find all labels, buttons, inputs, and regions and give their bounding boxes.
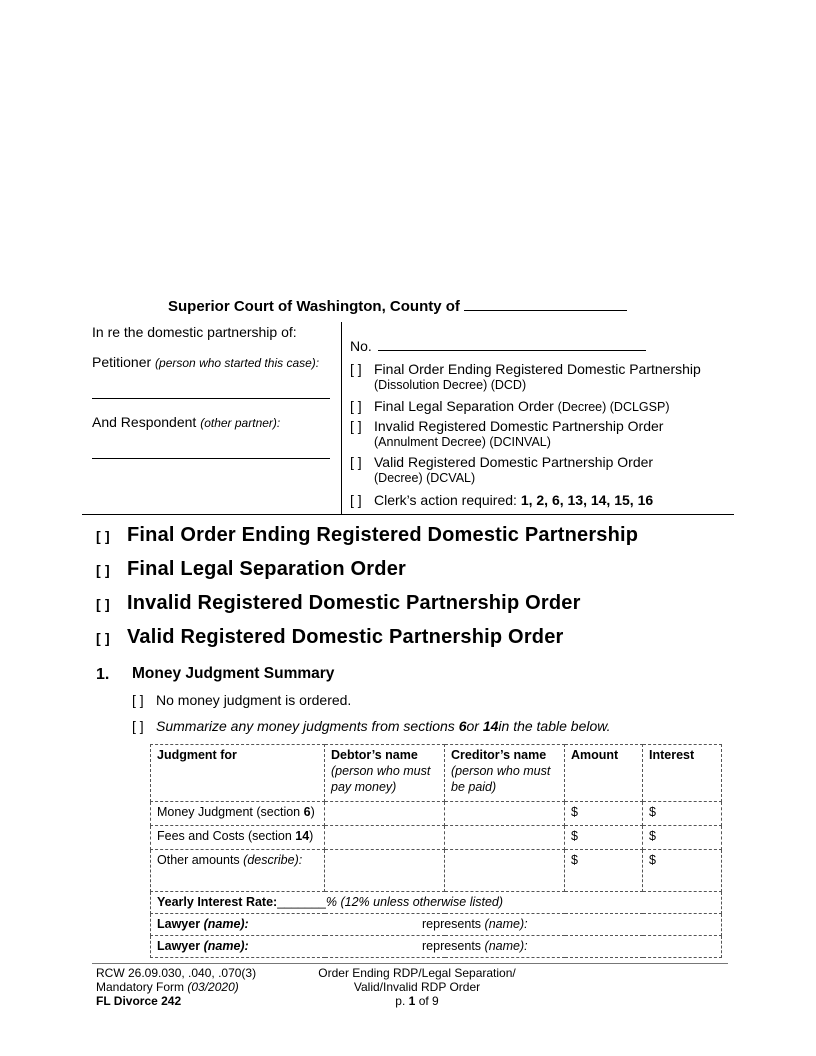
footer-page-post: of 9: [418, 994, 439, 1008]
option-invalid-label: Invalid Registered Domestic Partnership Order: [374, 418, 664, 434]
interest-rate-cell: [151, 892, 722, 914]
option-dissolution-label: Final Order Ending Registered Domestic Partnership: [374, 361, 701, 377]
section-ref-14: 14: [482, 718, 499, 734]
checkbox-valid[interactable]: [ ]: [350, 454, 362, 470]
footer-mandatory: [96, 980, 256, 994]
petitioner-hint: (person who started this case):: [155, 356, 320, 370]
header-judgment-for: Judgment for: [151, 745, 325, 802]
checkbox-invalid[interactable]: [ ]: [350, 418, 362, 434]
option-dissolution-sub: (Dissolution Decree) (DCD): [374, 378, 527, 392]
footer-title-1: Order Ending RDP/Legal Separation/: [318, 966, 516, 980]
summarize-text: Summarize any money judgments from sections: [156, 718, 455, 734]
table-row: [151, 802, 722, 826]
footer-center: [300, 966, 534, 1008]
table-row: [151, 850, 722, 892]
lawyer-label: Lawyer: [157, 939, 201, 953]
respondent-hint: (other partner):: [200, 416, 281, 430]
judgment-table: [150, 744, 722, 958]
footer-page-pre: p.: [395, 994, 406, 1008]
option-invalid-sub: (Annulment Decree) (DCINVAL): [374, 435, 551, 449]
row-fees-costs-label: [151, 826, 325, 850]
case-number-field[interactable]: [378, 336, 646, 351]
caption-option-legal-separation: [350, 398, 670, 414]
respondent-label: [92, 414, 280, 430]
heading-final-order: [96, 524, 638, 547]
or-text: or: [466, 718, 479, 734]
row-label-end: ): [310, 805, 315, 819]
clerk-numbers: 1, 2, 6, 13, 14, 15, 16: [520, 492, 654, 508]
row-creditor-cell[interactable]: [445, 850, 565, 892]
row-section-num: 6: [303, 805, 311, 819]
row-label-text: Other amounts: [157, 853, 244, 867]
row-label-text: Fees and Costs (section: [157, 829, 296, 843]
heading-text-2: Final Legal Separation Order: [127, 558, 406, 580]
lawyer-name-hint: (name):: [203, 917, 249, 931]
interest-rate-row: [151, 892, 722, 914]
table-header-row: [151, 745, 722, 802]
lawyer-name-group: [157, 916, 422, 932]
footer-left: [96, 966, 256, 1008]
heading-checkbox-2[interactable]: [ ]: [96, 562, 110, 578]
row-interest-cell[interactable]: $: [643, 802, 722, 826]
row-interest-cell[interactable]: $: [643, 826, 722, 850]
case-number: [350, 336, 646, 354]
option-valid-sub: (Decree) (DCVAL): [374, 471, 476, 485]
option-no-judgment: [132, 692, 351, 708]
lawyer-name-group: [157, 938, 422, 954]
footer-date: (03/2020): [187, 980, 239, 994]
lawyer-cell: [151, 936, 722, 958]
heading-checkbox-1[interactable]: [ ]: [96, 528, 110, 544]
header-creditor-hint: (person who must be paid): [451, 764, 551, 794]
option-legal-separation-sub: (Decree) (DCLGSP): [557, 400, 670, 414]
petitioner-text: Petitioner: [92, 354, 152, 370]
row-debtor-cell[interactable]: [325, 826, 445, 850]
footer-form-id: FL Divorce 242: [96, 994, 182, 1008]
checkbox-legal-separation[interactable]: [ ]: [350, 398, 362, 414]
header-debtor: [325, 745, 445, 802]
caption-bottom-rule: [82, 514, 734, 515]
header-creditor: [445, 745, 565, 802]
caption-option-valid: [350, 454, 653, 485]
represents-label: represents: [422, 939, 482, 953]
header-amount: Amount: [565, 745, 643, 802]
heading-legal-separation: [96, 558, 406, 581]
represents-name-hint: (name):: [484, 939, 528, 953]
header-interest: Interest: [643, 745, 722, 802]
heading-text-4: Valid Registered Domestic Partnership Order: [127, 626, 564, 648]
heading-text-1: Final Order Ending Registered Domestic Partnership: [127, 524, 639, 546]
lawyer-label: Lawyer: [157, 917, 201, 931]
row-label-hint: (describe):: [243, 853, 303, 867]
footer-rcw: RCW 26.09.030, .040, .070(3): [96, 966, 257, 980]
lawyer-row: [151, 914, 722, 936]
section-ref-6: 6: [458, 718, 467, 734]
caption-option-dissolution: [350, 361, 701, 392]
clerk-label: Clerk’s action required:: [374, 492, 517, 508]
row-creditor-cell[interactable]: [445, 826, 565, 850]
row-amount-cell[interactable]: $: [565, 826, 643, 850]
row-interest-cell[interactable]: $: [643, 850, 722, 892]
lawyer-row: [151, 936, 722, 958]
case-number-label: No.: [350, 338, 372, 354]
checkbox-no-judgment[interactable]: [ ]: [132, 692, 144, 708]
respondent-name-field[interactable]: [92, 458, 330, 459]
footer-page-num: 1: [408, 994, 416, 1008]
row-creditor-cell[interactable]: [445, 802, 565, 826]
represents-name-hint: (name):: [484, 917, 528, 931]
heading-checkbox-3[interactable]: [ ]: [96, 596, 110, 612]
row-debtor-cell[interactable]: [325, 802, 445, 826]
footer-rule: [92, 963, 728, 964]
row-section-num: 14: [295, 829, 310, 843]
heading-checkbox-4[interactable]: [ ]: [96, 630, 110, 646]
respondent-text: And Respondent: [92, 414, 197, 430]
caption-divider: [341, 322, 342, 514]
option-no-judgment-label: No money judgment is ordered.: [156, 692, 352, 708]
footer-page: [300, 994, 534, 1008]
table-row: [151, 826, 722, 850]
court-title: Superior Court of Washington, County of: [168, 298, 460, 315]
option-summarize: [132, 718, 611, 734]
header-creditor-label: Creditor’s name: [451, 748, 547, 762]
footer-mandatory-text: Mandatory Form: [96, 980, 185, 994]
represents-label: represents: [422, 917, 482, 931]
footer-title-2: Valid/Invalid RDP Order: [353, 980, 481, 994]
summarize-text-end: in the table below.: [498, 718, 611, 734]
interest-rate-hint: % (12% unless otherwise listed): [325, 895, 504, 909]
heading-text-3: Invalid Registered Domestic Partnership Order: [127, 592, 581, 614]
row-debtor-cell[interactable]: [325, 850, 445, 892]
petitioner-label: [92, 354, 319, 370]
caption-option-invalid: [350, 418, 663, 449]
row-label-end: ): [309, 829, 314, 843]
in-re-label: In re the domestic partnership of:: [92, 324, 297, 340]
row-money-judgment-label: [151, 802, 325, 826]
header-debtor-label: Debtor’s name: [331, 748, 418, 762]
county-field[interactable]: [464, 296, 627, 311]
lawyer-cell: [151, 914, 722, 936]
checkbox-dissolution[interactable]: [ ]: [350, 361, 362, 377]
header-debtor-hint: (person who must pay money): [331, 764, 431, 794]
checkbox-clerk[interactable]: [ ]: [350, 492, 362, 508]
court-header: [168, 296, 627, 315]
option-valid-label: Valid Registered Domestic Partnership Order: [374, 454, 654, 470]
petitioner-name-field[interactable]: [92, 398, 330, 399]
interest-rate-field[interactable]: _______: [277, 895, 326, 909]
option-legal-separation-label: Final Legal Separation Order: [374, 398, 554, 414]
section-number: 1.: [96, 666, 110, 683]
row-label-text: Money Judgment (section: [157, 805, 304, 819]
caption-option-clerk: [350, 492, 653, 508]
heading-invalid: [96, 592, 581, 615]
row-amount-cell[interactable]: $: [565, 802, 643, 826]
lawyer-name-hint: (name):: [203, 939, 249, 953]
interest-rate-label: Yearly Interest Rate:: [157, 895, 278, 909]
row-amount-cell[interactable]: $: [565, 850, 643, 892]
row-other-amounts-label: [151, 850, 325, 892]
checkbox-summarize[interactable]: [ ]: [132, 718, 144, 734]
heading-valid: [96, 626, 564, 649]
section-title: Money Judgment Summary: [132, 665, 335, 682]
